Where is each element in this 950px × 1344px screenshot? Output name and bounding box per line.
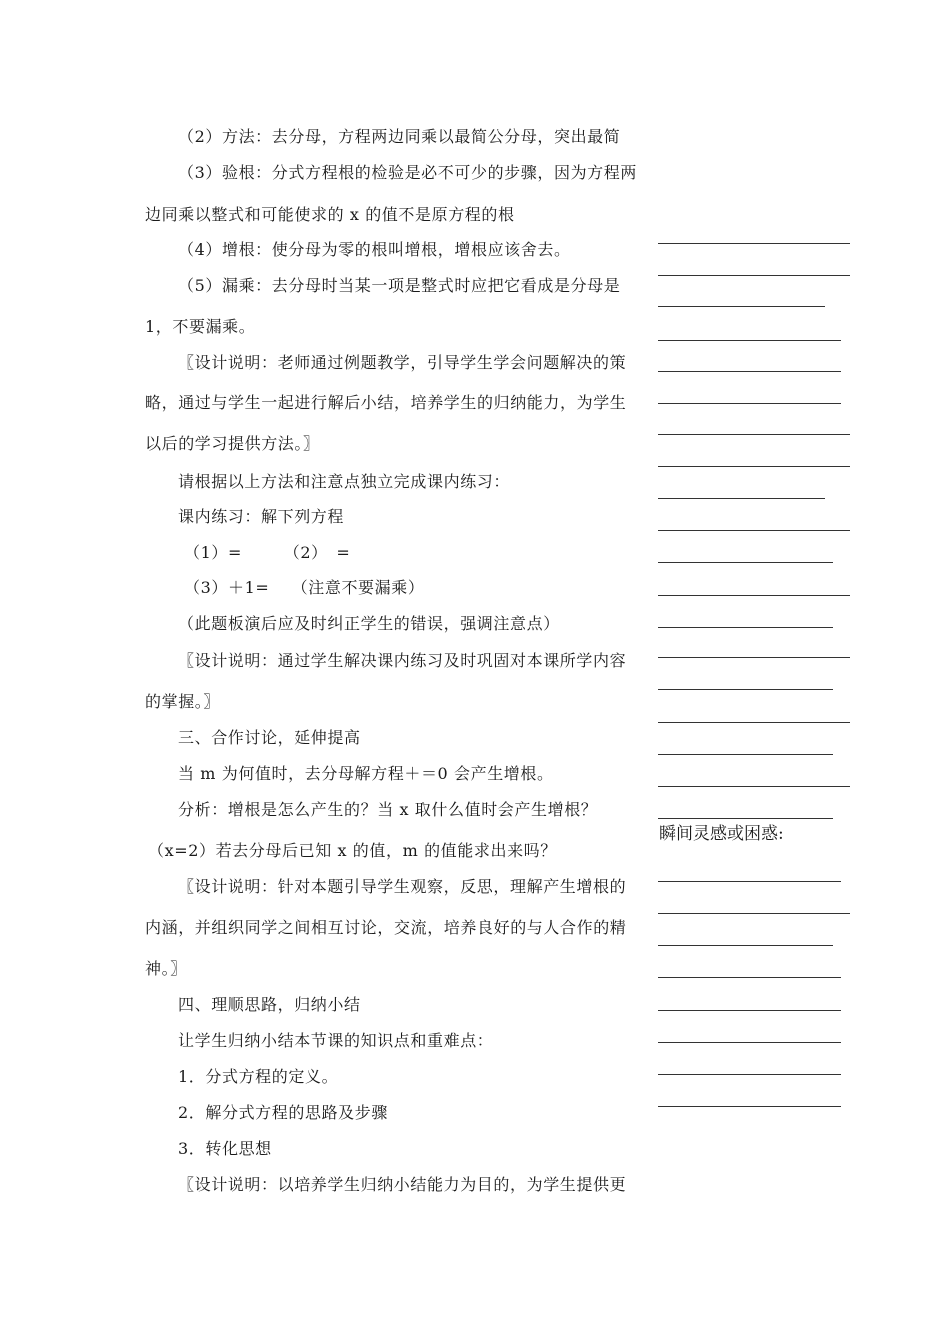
note-line [658,243,850,244]
text-line: （此题板演后应及时纠正学生的错误，强调注意点） [178,614,560,633]
text-line: 边同乘以整式和可能使求的 x 的值不是原方程的根 [145,205,515,224]
text-line: （x=2）若去分母后已知 x 的值，m 的值能求出来吗？ [148,841,557,860]
note-line [658,466,850,467]
text-line: 课内练习：解下列方程 [178,507,345,526]
note-line [658,945,833,946]
section-heading: 四、理顺思路，归纳小结 [178,995,361,1014]
text-line: 分析：增根是怎么产生的？当 x 取什么值时会产生增根？ [178,800,598,819]
text-line: 1，不要漏乘。 [145,317,256,336]
text-line: 的掌握。〗 [145,692,221,711]
text-line: 请根据以上方法和注意点独立完成课内练习： [178,472,511,491]
note-line [658,818,833,819]
note-line [658,340,841,341]
note-line [658,627,833,628]
note-line [658,1074,841,1075]
note-line [658,403,841,404]
text-line: 让学生归纳小结本节课的知识点和重难点： [178,1031,494,1050]
text-line: 以后的学习提供方法。〗 [145,434,320,453]
note-line [658,595,850,596]
note-line [658,881,841,882]
text-line: （2）方法：去分母，方程两边同乘以最简公分母，突出最简 [178,127,621,146]
list-item: 3．转化思想 [178,1139,272,1158]
note-line [658,657,850,658]
text-line: （3）＋1= （注意不要漏乘） [184,578,425,597]
note-line [658,754,833,755]
inspiration-label: 瞬间灵感或困惑: [659,824,784,844]
note-line [658,530,850,531]
text-line: 〖设计说明：针对本题引导学生观察，反思，理解产生增根的 [178,877,627,896]
text-line: 内涵，并组织同学之间相互讨论，交流，培养良好的与人合作的精 [145,918,627,937]
note-line [658,1010,841,1011]
section-heading: 三、合作讨论，延伸提高 [178,728,361,747]
note-line [658,306,825,307]
note-line [658,913,850,914]
text-line: 略，通过与学生一起进行解后小结，培养学生的归纳能力，为学生 [145,393,627,412]
text-line: 〖设计说明：以培养学生归纳小结能力为目的，为学生提供更 [178,1175,627,1194]
text-line: （3）验根：分式方程根的检验是必不可少的步骤，因为方程两 [178,163,637,182]
note-line [658,977,841,978]
note-line [658,275,850,276]
note-line [658,498,825,499]
list-item: 1．分式方程的定义。 [178,1067,339,1086]
note-line [658,434,850,435]
text-line: （4）增根：使分母为零的根叫增根，增根应该舍去。 [178,240,571,259]
text-line: （5）漏乘：去分母时当某一项是整式时应把它看成是分母是 [178,276,621,295]
text-line: 〖设计说明：通过学生解决课内练习及时巩固对本课所学内容 [178,651,627,670]
note-line [658,1042,841,1043]
note-line [658,786,850,787]
note-line [658,371,841,372]
note-line [658,722,850,723]
list-item: 2．解分式方程的思路及步骤 [178,1103,388,1122]
text-line: 神。〗 [145,959,187,978]
note-line [658,689,833,690]
text-line: 当 m 为何值时，去分母解方程＋＝0 会产生增根。 [178,764,554,783]
text-line: （1）= （2） = [184,543,351,562]
note-line [658,562,833,563]
note-line [658,1106,841,1107]
text-line: 〖设计说明：老师通过例题教学，引导学生学会问题解决的策 [178,353,627,372]
